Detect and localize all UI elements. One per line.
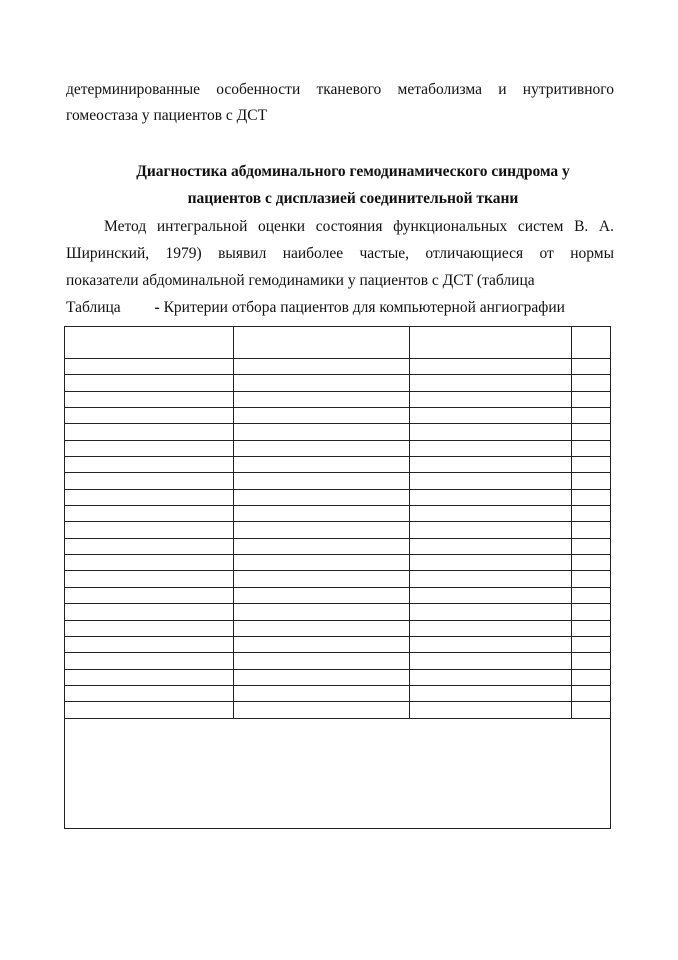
table-cell [65, 571, 234, 587]
table-cell [572, 571, 611, 587]
table-cell [572, 702, 611, 718]
table-row [65, 538, 611, 554]
table-cell [572, 440, 611, 456]
table-row [65, 587, 611, 603]
table-cell [410, 522, 572, 538]
table-header-row [65, 327, 611, 359]
table-cell [65, 375, 234, 391]
table-cell [234, 440, 410, 456]
table-row [65, 359, 611, 375]
table-cell [234, 685, 410, 701]
table-cell [572, 359, 611, 375]
table-cell [65, 555, 234, 571]
table-row [65, 685, 611, 701]
table-cell [572, 506, 611, 522]
table-cell [65, 489, 234, 505]
table-cell [572, 555, 611, 571]
table-cell [65, 440, 234, 456]
table-cell [572, 424, 611, 440]
table-header-cell [234, 327, 410, 359]
table-caption-dash: - [154, 299, 160, 316]
table-cell [410, 506, 572, 522]
table-row [65, 408, 611, 424]
table-cell [65, 457, 234, 473]
table-cell [234, 391, 410, 407]
table-caption-label: Таблица [66, 299, 121, 316]
table-cell [234, 522, 410, 538]
table-cell [234, 653, 410, 669]
table-cell [572, 653, 611, 669]
table-cell [410, 702, 572, 718]
table-cell [65, 620, 234, 636]
table-row [65, 489, 611, 505]
table-cell [572, 636, 611, 652]
table-cell [410, 440, 572, 456]
table-cell [234, 555, 410, 571]
table-cell [572, 489, 611, 505]
table-row [65, 522, 611, 538]
table-cell [410, 669, 572, 685]
table-cell [234, 506, 410, 522]
table-cell [410, 685, 572, 701]
paragraph-1-line-1: детерминированные особенности тканевого метаболизма и нутритивного [66, 81, 614, 98]
paragraph-1-line-2: гомеостаза у пациентов с ДСТ [66, 107, 268, 124]
table-cell [234, 424, 410, 440]
table-cell [234, 620, 410, 636]
table-cell [410, 391, 572, 407]
table-cell [65, 587, 234, 603]
table-row [65, 669, 611, 685]
table-cell [234, 636, 410, 652]
table-cell [410, 457, 572, 473]
table-cell [410, 538, 572, 554]
table-cell [65, 473, 234, 489]
paragraph-2-line-3: показатели абдоминальной гемодинамики у пациентов с ДСТ (таблица [66, 272, 535, 289]
table-cell [65, 506, 234, 522]
table-cell [234, 375, 410, 391]
table-cell [410, 620, 572, 636]
table-cell [234, 489, 410, 505]
table-cell [234, 538, 410, 554]
table-header-cell [572, 327, 611, 359]
table-cell [572, 375, 611, 391]
table-cell [410, 571, 572, 587]
table-cell [410, 408, 572, 424]
table-cell [572, 408, 611, 424]
table-cell [65, 653, 234, 669]
table-cell [572, 391, 611, 407]
table-cell [572, 473, 611, 489]
section-heading-line-2: пациентов с дисплазией соединительной ткани [187, 190, 519, 207]
table-row [65, 457, 611, 473]
table-caption-title: Критерии отбора пациентов для компьютерной ангиографии [163, 299, 565, 316]
table-cell [234, 587, 410, 603]
table-row [65, 702, 611, 718]
table-row [65, 391, 611, 407]
table-cell [65, 538, 234, 554]
table-header-cell [410, 327, 572, 359]
table-cell [572, 604, 611, 620]
table-cell [410, 587, 572, 603]
table-cell [410, 473, 572, 489]
table-cell [65, 424, 234, 440]
table-cell [65, 702, 234, 718]
table-cell [234, 571, 410, 587]
table-row [65, 653, 611, 669]
table-cell [65, 408, 234, 424]
table-row [65, 555, 611, 571]
table-cell [65, 685, 234, 701]
table-row [65, 620, 611, 636]
table-cell [234, 359, 410, 375]
table-cell [65, 636, 234, 652]
paragraph-2-line-1: Метод интегральной оценки состояния функциональных систем В. А. [104, 218, 614, 235]
table-cell [234, 669, 410, 685]
table-footer-cell [65, 718, 611, 828]
table-cell [410, 636, 572, 652]
paragraph-2-line-2: Ширинский, 1979) выявил наиболее частые, отличающиеся от нормы [66, 245, 614, 262]
table-row [65, 440, 611, 456]
table-cell [572, 587, 611, 603]
section-heading-line-1: Диагностика абдоминального гемодинамического синдрома у [136, 163, 570, 180]
table-cell [410, 375, 572, 391]
table-footer-row [65, 718, 611, 828]
table-row [65, 604, 611, 620]
table-cell [410, 424, 572, 440]
table-cell [572, 620, 611, 636]
table-cell [572, 457, 611, 473]
table-cell [572, 538, 611, 554]
table-cell [65, 669, 234, 685]
table-cell [65, 391, 234, 407]
criteria-table [64, 326, 611, 829]
table-row [65, 506, 611, 522]
table-row [65, 571, 611, 587]
table-cell [234, 473, 410, 489]
table-row [65, 636, 611, 652]
table-row [65, 375, 611, 391]
table-cell [234, 604, 410, 620]
table-cell [65, 359, 234, 375]
table-header-cell [65, 327, 234, 359]
table-caption [66, 298, 565, 318]
table-row [65, 424, 611, 440]
table-cell [410, 604, 572, 620]
table-cell [410, 555, 572, 571]
table-cell [410, 489, 572, 505]
table-cell [410, 359, 572, 375]
table-row [65, 473, 611, 489]
table-cell [65, 522, 234, 538]
table-cell [234, 702, 410, 718]
table-cell [234, 457, 410, 473]
table-cell [65, 604, 234, 620]
table-cell [572, 522, 611, 538]
table-cell [572, 685, 611, 701]
table-cell [572, 669, 611, 685]
table-cell [234, 408, 410, 424]
table-cell [410, 653, 572, 669]
